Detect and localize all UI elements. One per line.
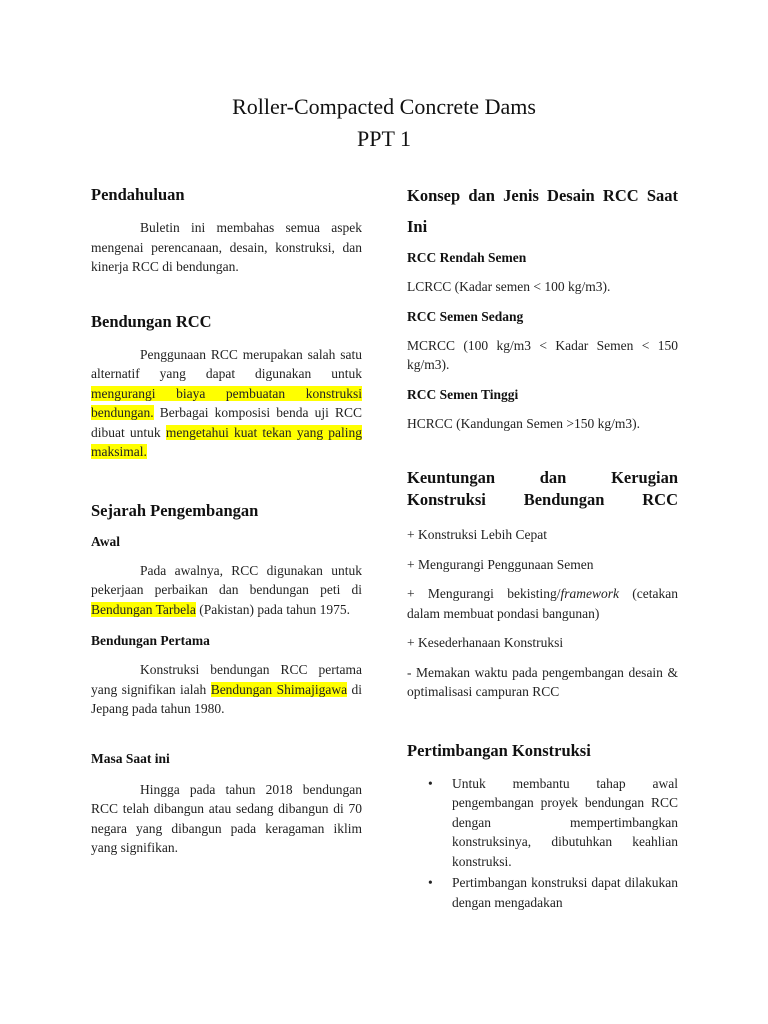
italic-text: framework bbox=[560, 586, 619, 601]
list-item: - Memakan waktu pada pengembangan desain & optimalisasi campuran RCC bbox=[407, 664, 678, 699]
bullet-list bbox=[407, 774, 678, 913]
list-item: + Konstruksi Lebih Cepat bbox=[407, 527, 547, 542]
text-run: Konstruksi bendungan RCC pertama yang signifikan ialah bbox=[91, 662, 362, 697]
paragraph-bendungan-rcc bbox=[91, 345, 362, 462]
document-subtitle: PPT 1 bbox=[356, 126, 411, 151]
subheading-rcc-rendah-semen: RCC Rendah Semen bbox=[407, 250, 527, 265]
left-column bbox=[91, 180, 362, 858]
paragraph-awal bbox=[91, 561, 362, 620]
text-run: (Pakistan) pada tahun 1975. bbox=[195, 601, 350, 617]
heading-pertimbangan: Pertimbangan Konstruksi bbox=[407, 740, 591, 760]
subheading-masa-saat-ini: Masa Saat ini bbox=[91, 750, 170, 766]
heading-pendahuluan: Pendahuluan bbox=[91, 185, 185, 204]
bullet-text: Untuk membantu tahap awal pengembangan proyek bendungan RCC dengan mempertimbangkan konstruksinya, dibutuhkan keahlian konstruksi. bbox=[452, 775, 678, 869]
subheading-rcc-semen-sedang: RCC Semen Sedang bbox=[407, 308, 524, 324]
bullet-item bbox=[407, 774, 678, 872]
subheading-rcc-semen-tinggi: RCC Semen Tinggi bbox=[407, 386, 519, 402]
bullet-item bbox=[407, 873, 678, 912]
subheading-bendungan-pertama: Bendungan Pertama bbox=[91, 633, 210, 648]
list-item: + Kesederhanaan Konstruksi bbox=[407, 635, 564, 650]
text-run: Penggunaan RCC merupakan salah satu alternatif yang dapat digunakan untuk bbox=[91, 346, 362, 381]
highlight-text: Bendungan Shimajigawa bbox=[210, 681, 348, 697]
heading-keuntungan: Keuntungan dan Kerugian Konstruksi Bendungan RCC bbox=[407, 468, 678, 509]
bullet-icon: • bbox=[428, 875, 433, 890]
subheading-awal: Awal bbox=[91, 533, 120, 549]
text-run: + Mengurangi bekisting/ bbox=[407, 586, 561, 601]
list-item: + Mengurangi Penggunaan Semen bbox=[407, 556, 594, 572]
highlight-text: mengetahui kuat tekan yang paling maksimal. bbox=[91, 424, 362, 459]
bullet-icon: • bbox=[428, 775, 433, 791]
text-mcrcc: MCRCC (100 kg/m3 < Kadar Semen < 150 kg/m3). bbox=[407, 337, 678, 372]
list-item bbox=[407, 584, 678, 623]
paragraph-bendungan-pertama bbox=[91, 660, 362, 719]
heading-bendungan-rcc: Bendungan RCC bbox=[91, 311, 212, 331]
right-column bbox=[407, 180, 678, 914]
text-lcrcc: LCRCC (Kadar semen < 100 kg/m3). bbox=[407, 279, 611, 294]
highlight-text: Bendungan Tarbela bbox=[91, 601, 196, 617]
heading-konsep: Konsep dan Jenis Desain RCC Saat Ini bbox=[407, 186, 678, 236]
text-run: Pada awalnya, RCC digunakan untuk pekerjaan perbaikan dan bendungan peti di bbox=[91, 562, 362, 597]
paragraph-pendahuluan: Buletin ini membahas semua aspek mengenai perencanaan, desain, konstruksi, dan kinerja RCC di bendungan. bbox=[91, 220, 362, 274]
text-run: Berbagai komposisi benda uji RCC dibuat untuk bbox=[91, 405, 362, 440]
text-run: (cetakan dalam membuat pondasi bangunan) bbox=[407, 586, 678, 621]
text-run: di Jepang pada tahun 1980. bbox=[91, 681, 362, 716]
text-hcrcc: HCRCC (Kandungan Semen >150 kg/m3). bbox=[407, 415, 640, 431]
bullet-text: Pertimbangan konstruksi dapat dilakukan dengan mengadakan bbox=[452, 875, 678, 910]
highlight-text: mengurangi biaya pembuatan konstruksi bendungan. bbox=[91, 385, 362, 420]
heading-sejarah: Sejarah Pengembangan bbox=[91, 500, 259, 520]
document-title: Roller-Compacted Concrete Dams bbox=[232, 94, 536, 119]
paragraph-masa-saat-ini: Hingga pada tahun 2018 bendungan RCC telah dibangun atau sedang dibangun di 70 negara yang dibangun pada keragaman iklim yang signifikan. bbox=[91, 781, 362, 855]
